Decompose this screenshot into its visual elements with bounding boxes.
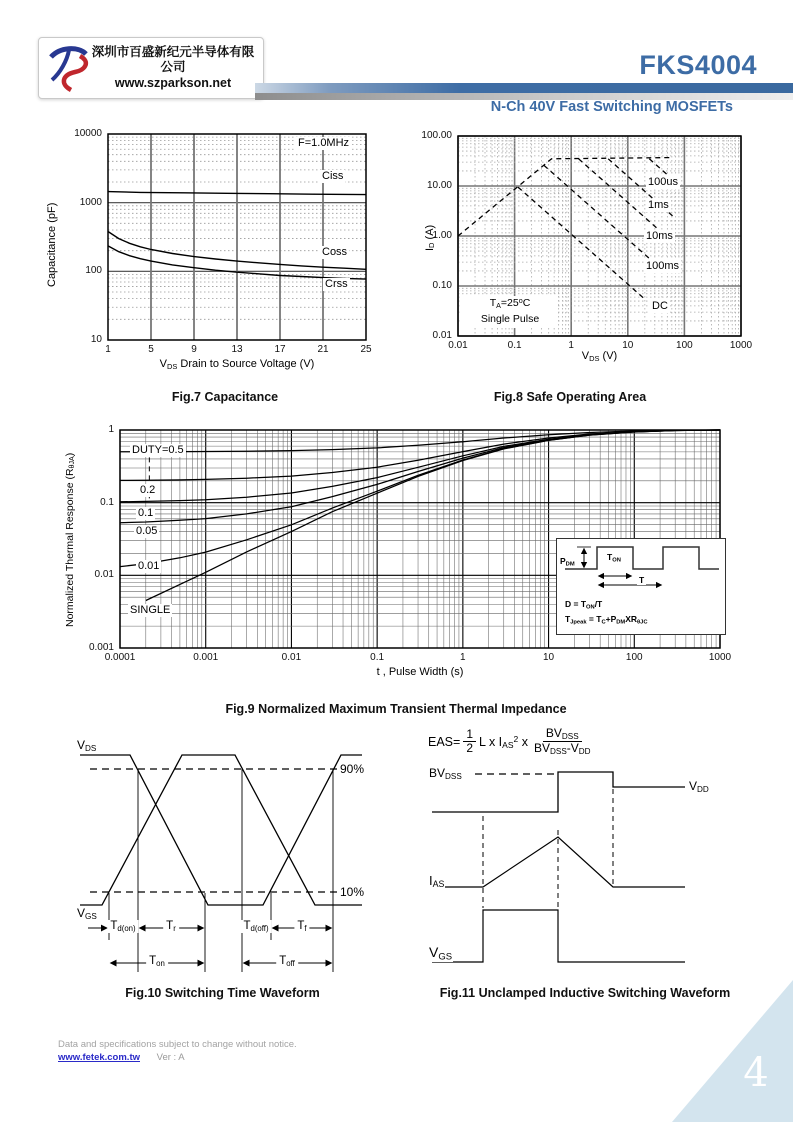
fig9-y-tick: 0.001 xyxy=(88,642,114,653)
fig8-note-line1: $T_A=25^oC$ xyxy=(489,297,531,310)
fig9-inset-ton-label: $T_{ON}$ xyxy=(607,552,621,564)
fig10-td-on-label: $T_{d(on)}$ xyxy=(107,920,138,933)
fig8-curve-label-0: 100us xyxy=(648,176,678,188)
fig8-curve-label-4: DC xyxy=(652,300,668,312)
company-website: www.szparkson.net xyxy=(114,75,232,90)
fig8-y-tick: 1.00 xyxy=(432,230,452,241)
fig10-ton-label: $T_{on}$ xyxy=(146,955,168,968)
fig11-formula-half-fraction: $\frac{1}{2}$ xyxy=(463,728,476,757)
fig10-toff-label: $T_{off}$ xyxy=(276,955,298,968)
fig9-duty-cycle-inset xyxy=(556,538,726,635)
fig7-caption: Fig.7 Capacitance xyxy=(171,390,279,404)
fig8-y-tick: 100.00 xyxy=(421,130,452,141)
fig10-vds-label: $V_{DS}$ xyxy=(77,738,97,754)
fig10-tf-label: $T_f$ xyxy=(294,920,309,933)
fig7-curve-label-3: Crss xyxy=(325,278,348,290)
fig11-vgs-label: $V_{GS}$ xyxy=(429,944,453,963)
fig7-curve-label-1: Ciss xyxy=(322,170,344,182)
fig7-x-tick: 5 xyxy=(148,344,154,355)
fig7-capacitance-chart xyxy=(100,128,370,346)
fig7-y-tick: 100 xyxy=(85,265,102,277)
fig9-x-tick: 1000 xyxy=(708,652,732,663)
fig9-curve-label-5: SINGLE xyxy=(130,604,171,616)
fig9-x-tick: 10 xyxy=(542,652,555,663)
fig8-y-tick: 0.01 xyxy=(432,330,452,341)
fig9-caption: Fig.9 Normalized Maximum Transient Thermal Impedance xyxy=(225,702,567,716)
fig9-inset-pdm-label: $P_{DM}$ xyxy=(560,556,575,568)
fig7-x-tick: 17 xyxy=(274,344,286,355)
fig9-curve-label-3: 0.05 xyxy=(136,525,158,537)
fig7-x-tick: 9 xyxy=(191,344,197,355)
fig7-y-tick: 1000 xyxy=(79,196,102,208)
fig7-y-tick: 10 xyxy=(90,334,102,345)
fig11-uis-waveform-diagram xyxy=(425,760,785,975)
fig9-x-tick: 0.01 xyxy=(281,652,302,663)
fig10-caption: Fig.10 Switching Time Waveform xyxy=(125,986,320,1000)
fig8-x-tick: 0.01 xyxy=(448,340,468,351)
fig9-y-tick: 0.01 xyxy=(94,569,114,581)
fig9-x-tick: 100 xyxy=(625,652,643,663)
fig11-eas-formula xyxy=(428,727,594,757)
fig9-curve-label-2: 0.1 xyxy=(138,507,154,519)
company-name: 深圳市百盛新纪元半导体有限公司 xyxy=(91,44,255,75)
fig9-x-tick: 1 xyxy=(460,652,466,663)
fig9-inset-formula2: $T_{Jpeak} = T_C+P_{DM}XR_{\theta JC}$ xyxy=(565,614,648,626)
footer-notice: Data and specifications subject to change without notice. xyxy=(58,1039,297,1050)
fig11-formula-lhs: EAS= xyxy=(428,734,461,749)
fig7-y-axis-label: Capacitance (pF) xyxy=(46,202,58,288)
fig8-caption: Fig.8 Safe Operating Area xyxy=(493,390,647,404)
fig11-bvdss-label: $BV_{DSS}$ xyxy=(429,766,462,782)
fig9-y-tick: 0.1 xyxy=(100,496,114,508)
part-number-title: FKS4004 xyxy=(639,50,757,80)
fig7-curve-label-2: Coss xyxy=(322,246,348,258)
fig8-x-tick: 1 xyxy=(568,340,574,351)
fig7-x-axis-label: $V_{DS}$ Drain to Source Voltage (V) xyxy=(159,358,315,371)
fig9-y-axis-label: Normalized Thermal Response $(R_{\theta JA})$ xyxy=(64,452,76,628)
fig10-vgs-label: $V_{GS}$ xyxy=(77,906,97,922)
fig8-curve-label-1: 1ms xyxy=(648,199,669,211)
fig10-td-off-label: $T_{d(off)}$ xyxy=(240,920,271,933)
fig8-curve-label-3: 100ms xyxy=(646,260,680,272)
fig8-conditions-note xyxy=(462,296,558,328)
fig8-x-tick: 1000 xyxy=(729,340,753,351)
fig11-caption: Fig.11 Unclamped Inductive Switching Waveform xyxy=(439,986,731,1000)
fig7-x-tick: 25 xyxy=(360,344,372,355)
fig8-note-line2: Single Pulse xyxy=(480,312,540,325)
fig7-x-tick: 1 xyxy=(105,344,111,355)
fig9-curve-label-0: DUTY=0.5 xyxy=(132,444,184,456)
footer-line2 xyxy=(58,1052,185,1063)
fig10-90pct-label: 90% xyxy=(340,762,365,776)
fig8-y-axis-label: $I_D$ (A) xyxy=(424,224,436,252)
fig9-x-axis-label: t , Pulse Width (s) xyxy=(376,666,464,678)
footer-website-link[interactable]: www.fetek.com.tw xyxy=(58,1052,140,1063)
fig10-10pct-label: 10% xyxy=(340,885,365,899)
fig9-x-tick: 0.1 xyxy=(370,652,385,663)
fig8-y-tick: 10.00 xyxy=(426,180,452,191)
fig9-inset-t-label: T xyxy=(639,575,645,585)
device-subtitle: N-Ch 40V Fast Switching MOSFETs xyxy=(490,99,733,115)
fig8-x-tick: 0.1 xyxy=(507,340,522,351)
fig9-inset-formula1: $D = T_{ON}/T$ xyxy=(565,599,603,611)
fig9-curve-label-4: 0.01 xyxy=(138,560,160,572)
fig11-formula-mid: L x $I_{AS}^2$ x xyxy=(479,733,528,750)
fig8-curve-label-2: 10ms xyxy=(646,230,673,242)
fig9-x-tick: 0.0001 xyxy=(104,652,136,663)
header-accent-bar xyxy=(255,83,793,93)
footer-version: Ver : A xyxy=(156,1052,185,1063)
fig7-curve-label-0: F=1.0MHz xyxy=(298,137,350,149)
fig11-vdd-label: $V_{DD}$ xyxy=(689,779,709,795)
fig8-x-axis-label: $V_{DS}$ (V) xyxy=(581,350,618,363)
fig8-y-tick: 0.10 xyxy=(432,280,452,291)
fig8-x-tick: 10 xyxy=(622,340,634,351)
fig7-x-tick: 13 xyxy=(231,344,243,355)
fig11-ias-label: $I_{AS}$ xyxy=(429,873,445,890)
fig9-x-tick: 0.001 xyxy=(193,652,219,663)
company-logo-icon xyxy=(45,43,89,93)
fig9-curve-label-1: 0.2 xyxy=(140,484,156,496)
company-logo-box xyxy=(38,37,264,99)
fig7-y-tick: 10000 xyxy=(74,128,102,139)
page-number: 4 xyxy=(743,1050,769,1096)
fig10-tr-label: $T_r$ xyxy=(163,920,179,933)
fig9-y-tick: 1 xyxy=(108,424,114,435)
fig11-formula-bv-fraction: $\frac{BV_{DSS}}{BV_{DSS}-V_{DD}}$ xyxy=(533,726,591,757)
fig8-x-tick: 100 xyxy=(676,340,693,351)
fig7-x-tick: 21 xyxy=(317,344,329,355)
